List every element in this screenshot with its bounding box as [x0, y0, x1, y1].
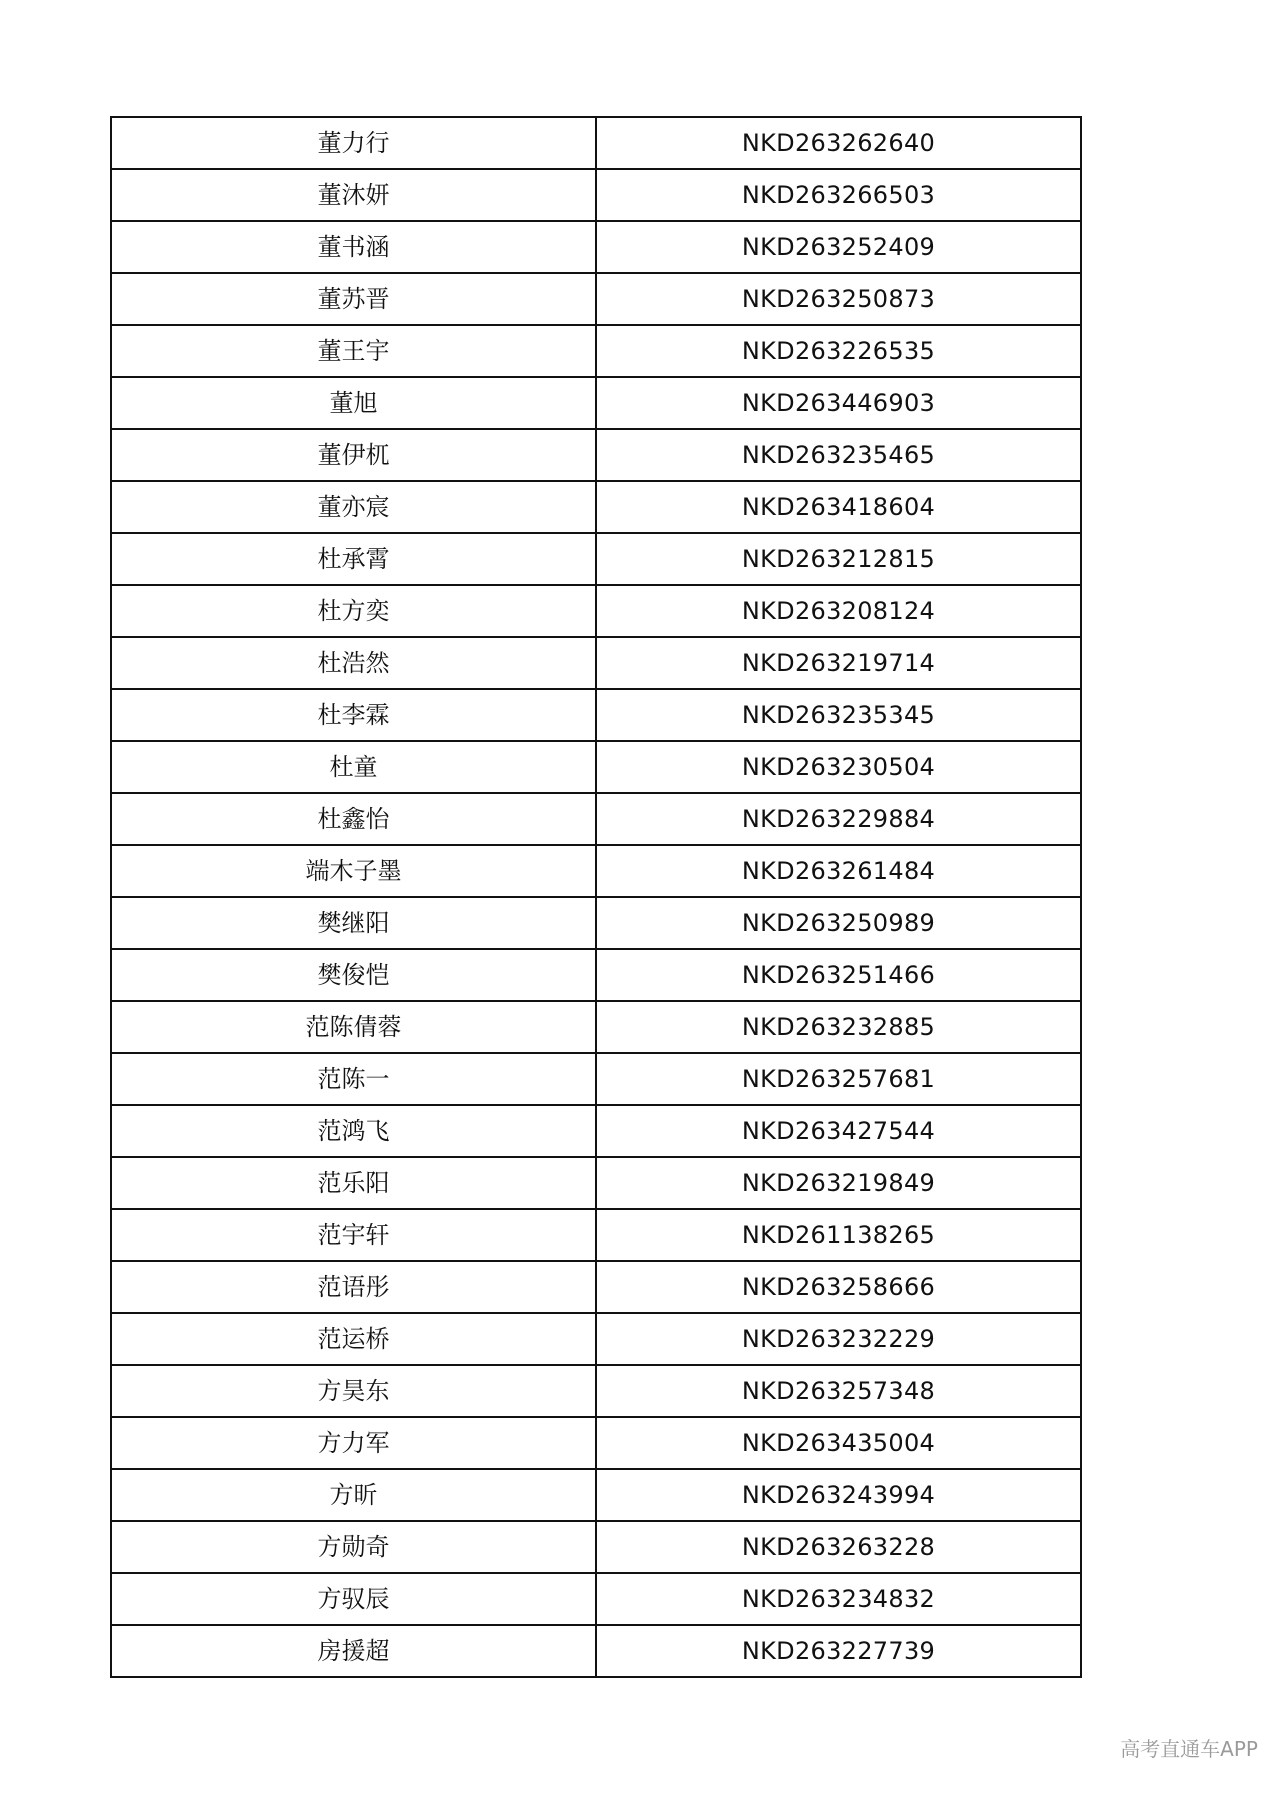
candidate-id-cell: NKD263219714 — [596, 637, 1081, 689]
student-name-cell: 范乐阳 — [111, 1157, 596, 1209]
table-row — [111, 117, 1081, 169]
table-row — [111, 741, 1081, 793]
table-row — [111, 429, 1081, 481]
table-row — [111, 845, 1081, 897]
candidate-id-cell: NKD263227739 — [596, 1625, 1081, 1677]
student-name-cell: 杜方奕 — [111, 585, 596, 637]
candidate-id-cell: NKD263250873 — [596, 273, 1081, 325]
candidate-id-cell: NKD263263228 — [596, 1521, 1081, 1573]
table-row — [111, 273, 1081, 325]
student-name-cell: 端木子墨 — [111, 845, 596, 897]
table-row — [111, 1261, 1081, 1313]
candidate-id-cell: NKD263418604 — [596, 481, 1081, 533]
table-row — [111, 1313, 1081, 1365]
candidate-id-cell: NKD263226535 — [596, 325, 1081, 377]
table-row — [111, 1573, 1081, 1625]
candidate-id-cell: NKD263212815 — [596, 533, 1081, 585]
roster-table-body — [111, 117, 1081, 1677]
student-name-cell: 方力军 — [111, 1417, 596, 1469]
student-name-cell: 董王宇 — [111, 325, 596, 377]
candidate-id-cell: NKD263266503 — [596, 169, 1081, 221]
student-name-cell: 范宇轩 — [111, 1209, 596, 1261]
student-name-cell: 范运桥 — [111, 1313, 596, 1365]
student-name-cell: 杜鑫怡 — [111, 793, 596, 845]
candidate-id-cell: NKD263258666 — [596, 1261, 1081, 1313]
roster-table — [110, 116, 1082, 1678]
candidate-id-cell: NKD263219849 — [596, 1157, 1081, 1209]
table-row — [111, 1157, 1081, 1209]
candidate-id-cell: NKD263243994 — [596, 1469, 1081, 1521]
candidate-id-cell: NKD263250989 — [596, 897, 1081, 949]
table-row — [111, 1469, 1081, 1521]
student-name-cell: 范陈一 — [111, 1053, 596, 1105]
table-row — [111, 949, 1081, 1001]
candidate-id-cell: NKD263208124 — [596, 585, 1081, 637]
table-row — [111, 221, 1081, 273]
student-name-cell: 杜浩然 — [111, 637, 596, 689]
candidate-id-cell: NKD263257348 — [596, 1365, 1081, 1417]
footer-watermark: 高考直通车APP — [1120, 1737, 1258, 1761]
student-name-cell: 董旭 — [111, 377, 596, 429]
table-row — [111, 377, 1081, 429]
student-name-cell: 樊俊恺 — [111, 949, 596, 1001]
student-name-cell: 方驭辰 — [111, 1573, 596, 1625]
student-name-cell: 范鸿飞 — [111, 1105, 596, 1157]
candidate-id-cell: NKD263261484 — [596, 845, 1081, 897]
student-name-cell: 董伊杌 — [111, 429, 596, 481]
table-row — [111, 1625, 1081, 1677]
table-row — [111, 1521, 1081, 1573]
student-name-cell: 方昊东 — [111, 1365, 596, 1417]
table-row — [111, 897, 1081, 949]
table-row — [111, 689, 1081, 741]
table-row — [111, 1001, 1081, 1053]
student-name-cell: 范语彤 — [111, 1261, 596, 1313]
candidate-id-cell: NKD263232229 — [596, 1313, 1081, 1365]
student-name-cell: 董沐妍 — [111, 169, 596, 221]
student-name-cell: 杜李霖 — [111, 689, 596, 741]
candidate-id-cell: NKD263235345 — [596, 689, 1081, 741]
candidate-id-cell: NKD263229884 — [596, 793, 1081, 845]
table-row — [111, 1053, 1081, 1105]
student-name-cell: 董书涵 — [111, 221, 596, 273]
candidate-id-cell: NKD263262640 — [596, 117, 1081, 169]
student-name-cell: 董亦宸 — [111, 481, 596, 533]
student-name-cell: 董力行 — [111, 117, 596, 169]
student-name-cell: 杜承霄 — [111, 533, 596, 585]
roster-table-container — [110, 116, 1080, 1678]
candidate-id-cell: NKD263230504 — [596, 741, 1081, 793]
candidate-id-cell: NKD263235465 — [596, 429, 1081, 481]
candidate-id-cell: NKD263252409 — [596, 221, 1081, 273]
table-row — [111, 169, 1081, 221]
table-row — [111, 1105, 1081, 1157]
table-row — [111, 1365, 1081, 1417]
candidate-id-cell: NKD263446903 — [596, 377, 1081, 429]
student-name-cell: 房援超 — [111, 1625, 596, 1677]
student-name-cell: 范陈倩蓉 — [111, 1001, 596, 1053]
student-name-cell: 方勋奇 — [111, 1521, 596, 1573]
candidate-id-cell: NKD263234832 — [596, 1573, 1081, 1625]
student-name-cell: 方昕 — [111, 1469, 596, 1521]
candidate-id-cell: NKD263257681 — [596, 1053, 1081, 1105]
student-name-cell: 杜童 — [111, 741, 596, 793]
candidate-id-cell: NKD261138265 — [596, 1209, 1081, 1261]
table-row — [111, 585, 1081, 637]
table-row — [111, 481, 1081, 533]
table-row — [111, 1417, 1081, 1469]
candidate-id-cell: NKD263251466 — [596, 949, 1081, 1001]
table-row — [111, 325, 1081, 377]
table-row — [111, 533, 1081, 585]
candidate-id-cell: NKD263232885 — [596, 1001, 1081, 1053]
student-name-cell: 董苏晋 — [111, 273, 596, 325]
candidate-id-cell: NKD263427544 — [596, 1105, 1081, 1157]
table-row — [111, 1209, 1081, 1261]
candidate-id-cell: NKD263435004 — [596, 1417, 1081, 1469]
table-row — [111, 637, 1081, 689]
table-row — [111, 793, 1081, 845]
student-name-cell: 樊继阳 — [111, 897, 596, 949]
